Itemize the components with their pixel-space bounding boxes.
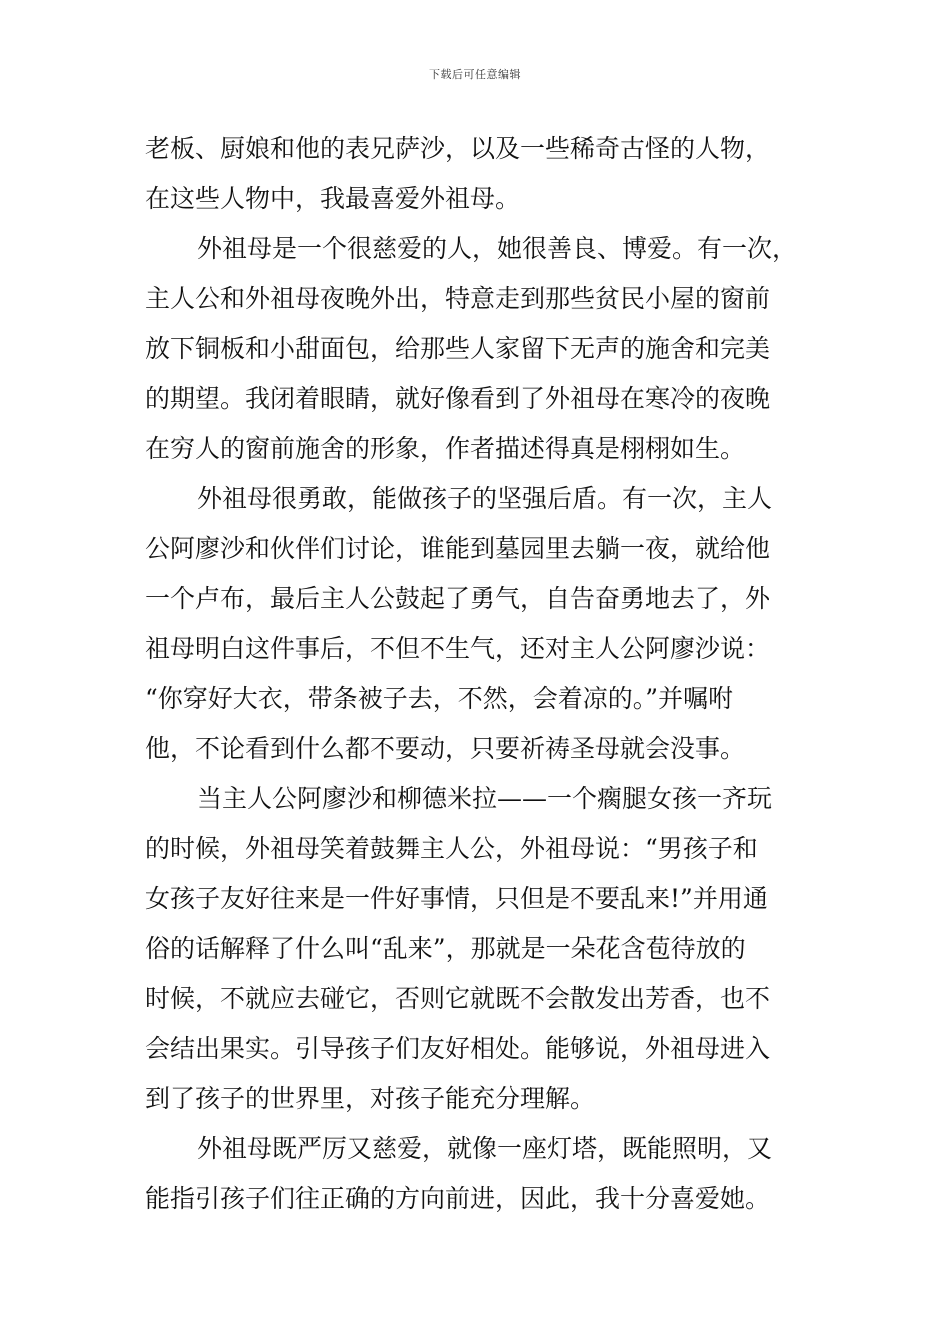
- text-line: 放下铜板和小甜面包，给那些人家留下无声的施舍和完美: [145, 334, 771, 363]
- text-line: 公阿廖沙和伙伴们讨论，谁能到墓园里去躺一夜，就给他: [145, 534, 771, 563]
- text-line: 俗的话解释了什么叫“乱来”，那就是一朵花含苞待放的: [145, 934, 746, 963]
- paragraph-start-line: 外祖母既严厉又慈爱，就像一座灯塔，既能照明，又: [197, 1134, 773, 1163]
- text-line: “你穿好大衣，带条被子去，不然，会着凉的。”并嘱咐: [145, 684, 734, 713]
- text-line: 老板、厨娘和他的表兄萨沙，以及一些稀奇古怪的人物，: [145, 134, 771, 163]
- text-line: 会结出果实。引导孩子们友好相处。能够说，外祖母进入: [145, 1034, 771, 1063]
- text-line: 的期望。我闭着眼睛，就好像看到了外祖母在寒冷的夜晚: [145, 384, 771, 413]
- text-line: 时候，不就应去碰它，否则它就既不会散发出芳香，也不: [145, 984, 771, 1013]
- text-line: 女孩子友好往来是一件好事情，只但是不要乱来!”并用通: [145, 884, 768, 913]
- text-line: 一个卢布，最后主人公鼓起了勇气，自告奋勇地去了，外: [145, 584, 771, 613]
- paragraph-start-line: 外祖母是一个很慈爱的人，她很善良、博爱。有一次，: [197, 234, 798, 263]
- text-line: 到了孩子的世界里，对孩子能充分理解。: [145, 1084, 596, 1113]
- document-body: [145, 124, 810, 1224]
- text-line: 在这些人物中，我最喜爱外祖母。: [145, 184, 521, 213]
- paragraph-start-line: 当主人公阿廖沙和柳德米拉——一个瘸腿女孩一齐玩: [197, 784, 773, 813]
- text-line: 的时候，外祖母笑着鼓舞主人公，外祖母说：“男孩子和: [145, 834, 758, 863]
- text-line: 在穷人的窗前施舍的形象，作者描述得真是栩栩如生。: [145, 434, 746, 463]
- text-line: 他，不论看到什么都不要动，只要祈祷圣母就会没事。: [145, 734, 746, 763]
- paragraph-start-line: 外祖母很勇敢，能做孩子的坚强后盾。有一次，主人: [197, 484, 773, 513]
- page-header: 下载后可任意编辑: [429, 68, 521, 81]
- text-line: 能指引孩子们往正确的方向前进，因此，我十分喜爱她。: [145, 1184, 771, 1213]
- text-line: 主人公和外祖母夜晚外出，特意走到那些贫民小屋的窗前: [145, 284, 771, 313]
- text-line: 祖母明白这件事后，不但不生气，还对主人公阿廖沙说：: [145, 634, 771, 663]
